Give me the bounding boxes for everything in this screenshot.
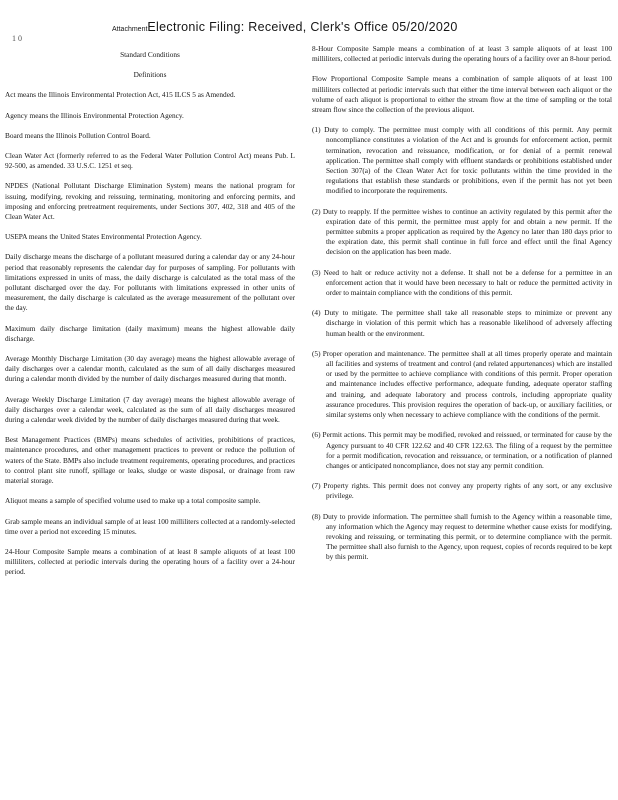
definition-paragraph: Agency means the Illinois Environmental Protection Agency. (5, 110, 184, 120)
condition-paragraph: (3) Need to halt or reduce activity not a defense. It shall not be a defense for a permittee in an enforcement action that it would have been necessary to halt or reduce the permitted activity in order to maintain compliance with the conditions of this permit. (312, 267, 612, 298)
condition-paragraph: (5) Proper operation and maintenance. The permittee shall at all times properly operate and maintain all facilities and systems of treatment and control (and related appurtenances) which are installed or used by the permittee to achieve compliance with conditions of this permit. Proper operation and maintenance includes effective performance, adequate funding, adequate operator staffing and training, and adequate laboratory and process controls, including appropriate quality assurance procedures. This provision requires the operation of back-up, or auxiliary facilities, or similar systems only when necessary to achieve compliance with the conditions of the permit. (312, 348, 612, 420)
filing-header (112, 20, 458, 34)
definition-paragraph: Daily discharge means the discharge of a pollutant measured during a calendar day or any 24-hour period that reasonably represents the calendar day for purposes of sampling. For pollutants with limitations expressed in units of mass, the daily discharge is calculated as the total mass of the pollutant discharged over the day. For pollutants with limitations expressed in other units of measurement, the daily discharge is calculated as the average measurement of the pollutant over the day. (5, 252, 295, 313)
attachment-label: Attachment (112, 26, 148, 33)
definition-paragraph: USEPA means the United States Environmental Protection Agency. (5, 232, 202, 242)
page-mark: 1 0 (12, 34, 22, 43)
condition-paragraph: (8) Duty to provide information. The permittee shall furnish to the Agency within a reasonable time, any information which the Agency may request to determine whether cause exists for modifying, revoking and reissuing, or terminating this permit, or to determine compliance with the permit. The permittee shall also furnish to the Agency, upon request, copies of records required to be kept by this permit. (312, 511, 612, 562)
definition-paragraph: Average Monthly Discharge Limitation (30 day average) means the highest allowable average of daily discharges over a calendar month, calculated as the sum of all daily discharges measured during a calendar month divided by the number of daily discharges measured during that month. (5, 354, 295, 384)
condition-paragraph: (6) Permit actions. This permit may be modified, revoked and reissued, or terminated for cause by the Agency pursuant to 40 CFR 122.62 and 40 CFR 122.63. The filing of a request by the permittee for a permit modification, revocation and reissuance, or termination, or a notification of planned changes or anticipated noncompliance, does not stay any permit condition. (312, 430, 612, 470)
definition-paragraph: 8-Hour Composite Sample means a combination of at least 3 sample aliquots of at least 100 milliliters, collected at periodic intervals during the operating hours of a facility over an 8-hour period. (312, 44, 612, 64)
definition-paragraph: Act means the Illinois Environmental Protection Act, 415 ILCS 5 as Amended. (5, 90, 236, 100)
definition-paragraph: Maximum daily discharge limitation (daily maximum) means the highest allowable daily discharge. (5, 323, 295, 343)
condition-paragraph: (7) Property rights. This permit does not convey any property rights of any sort, or any exclusive privilege. (312, 481, 612, 501)
condition-paragraph: (1) Duty to comply. The permittee must comply with all conditions of this permit. Any permit noncompliance constitutes a violation of the Act and is grounds for enforcement action, permit termination, revocation and reissuance, modification, or for denial of a permit renewal application. The permittee shall comply with effluent standards or prohibitions established under Section 307(a) of the Clean Water Act for toxic pollutants within the time provided in the regulations that establish these standards or prohibitions, even if the permit has not yet been modified to incorporate the requirements. (312, 125, 612, 196)
definition-paragraph: 24-Hour Composite Sample means a combination of at least 8 sample aliquots of at least 100 milliliters, collected at periodic intervals during the operating hours of a facility over a 24-hour period. (5, 546, 295, 577)
right-column (312, 44, 612, 573)
filing-stamp: Electronic Filing: Received, Clerk's Office 05/20/2020 (147, 20, 458, 34)
definition-paragraph: Best Management Practices (BMPs) means schedules of activities, prohibitions of practices, maintenance procedures, and other management practices to prevent or reduce the pollution of waters of the State. BMPs also include treatment requirements, operating procedures, and practices to control plant site runoff, spillage or leaks, sludge or waste disposal, or drainage from raw material storage. (5, 435, 295, 486)
definitions-heading: Definitions (133, 70, 167, 80)
left-column (5, 44, 295, 588)
definition-paragraph: Grab sample means an individual sample of at least 100 milliliters collected at a randomly-selected time over a period not exceeding 15 minutes. (5, 516, 295, 536)
definition-paragraph: Average Weekly Discharge Limitation (7 day average) means the highest allowable average of daily discharges over a calendar week, calculated as the sum of all daily discharges measured during a calendar week divided by the number of daily discharges measured during that week. (5, 394, 295, 425)
condition-paragraph: (2) Duty to reapply. If the permittee wishes to continue an activity regulated by this permit after the expiration date of this permit, the permittee must apply for and obtain a new permit. If the permittee submits a proper application as required by the Agency no later than 180 days prior to the expiration date, this permit shall continue in full force and effect until the final Agency decision on the application has been made. (312, 206, 612, 257)
definition-paragraph: Board means the Illinois Pollution Control Board. (5, 130, 151, 140)
definition-paragraph: Clean Water Act (formerly referred to as the Federal Water Pollution Control Act) means Pub. L 92-500, as amended. 33 U.S.C. 1251 et seq. (5, 151, 295, 171)
condition-paragraph: (4) Duty to mitigate. The permittee shall take all reasonable steps to minimize or prevent any discharge in violation of this permit which has a reasonable likelihood of adversely affecting human health or the environment. (312, 308, 612, 338)
section-title: Standard Conditions (120, 50, 180, 59)
definition-paragraph: NPDES (National Pollutant Discharge Elimination System) means the national program for issuing, modifying, revoking and reissuing, terminating, monitoring and enforcing permits, and imposing and enforcing pretreatment requirements, under Sections 307, 402, 318 and 405 of the Clean Water Act. (5, 181, 295, 222)
definition-paragraph: Flow Proportional Composite Sample means a combination of sample aliquots of at least 100 milliliters collected at periodic intervals such that either the time interval between each aliquot or the volume of each aliquot is proportional to either the stream flow at the time of sampling or the total stream flow since the collection of the previous aliquot. (312, 74, 612, 115)
definition-paragraph: Aliquot means a sample of specified volume used to make up a total composite sample. (5, 496, 261, 506)
